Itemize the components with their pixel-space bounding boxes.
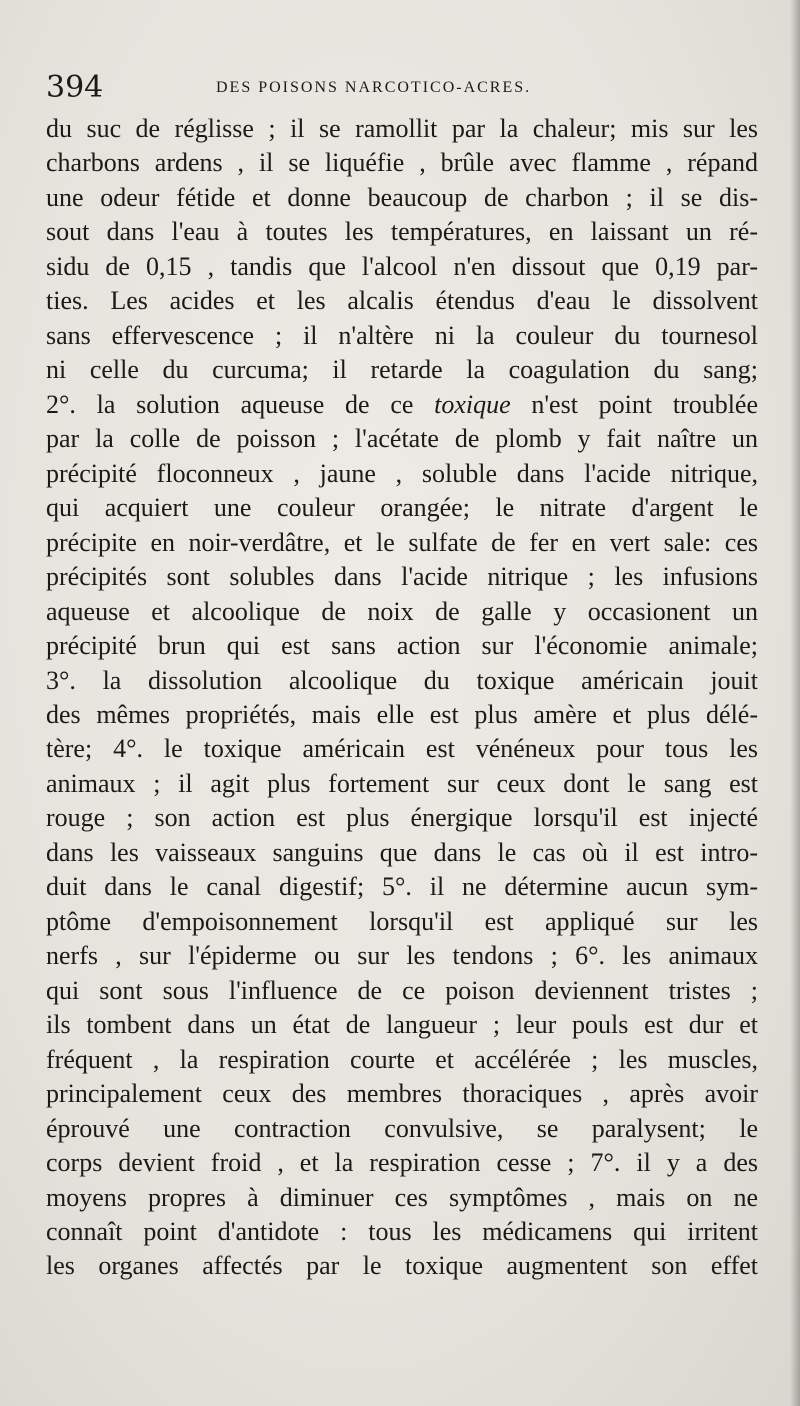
text-line: ties. Les acides et les alcalis étendus d'eau le dissolvent bbox=[46, 286, 758, 316]
text-line: dans les vaisseaux sanguins que dans le cas où il est intro- bbox=[46, 837, 758, 867]
text-line: des mêmes propriétés, mais elle est plus amère et plus délé- bbox=[46, 699, 758, 729]
text-line: précipite en noir-verdâtre, et le sulfate de fer en vert sale: ces bbox=[46, 527, 758, 557]
text-line: sout dans l'eau à toutes les températures, en laissant un ré- bbox=[46, 217, 758, 247]
text-line: rouge ; son action est plus énergique lorsqu'il est injecté bbox=[46, 803, 758, 833]
page-header bbox=[46, 68, 766, 108]
text-line: duit dans le canal digestif; 5°. il ne détermine aucun sym- bbox=[46, 872, 758, 902]
text-line: tère; 4°. le toxique américain est vénéneux pour tous les bbox=[46, 734, 758, 764]
text-line: du suc de réglisse ; il se ramollit par la chaleur; mis sur les bbox=[46, 114, 758, 143]
text-line: qui acquiert une couleur orangée; le nitrate d'argent le bbox=[46, 493, 758, 523]
text-line: par la colle de poisson ; l'acétate de plomb y fait naître un bbox=[46, 424, 758, 454]
text-line: principalement ceux des membres thoraciques , après avoir bbox=[46, 1079, 758, 1109]
body-text bbox=[46, 112, 758, 1284]
text-line: éprouvé une contraction convulsive, se paralysent; le bbox=[46, 1113, 758, 1143]
text-line: fréquent , la respiration courte et accélérée ; les muscles, bbox=[46, 1044, 758, 1074]
running-title: DES POISONS NARCOTICO-ACRES. bbox=[216, 79, 532, 96]
text-line: sidu de 0,15 , tandis que l'alcool n'en dissout que 0,19 par- bbox=[46, 251, 758, 281]
text-line: ni celle du curcuma; il retarde la coagulation du sang; bbox=[46, 355, 758, 385]
page-number: 394 bbox=[46, 70, 104, 105]
text-line: nerfs , sur l'épiderme ou sur les tendons ; 6°. les animaux bbox=[46, 941, 758, 971]
text-line: précipités sont solubles dans l'acide nitrique ; les infusions bbox=[46, 562, 758, 592]
text-line: aqueuse et alcoolique de noix de galle y occasionent un bbox=[46, 596, 758, 626]
text-line: ils tombent dans un état de langueur ; leur pouls est dur et bbox=[46, 1010, 758, 1040]
text-line: corps devient froid , et la respiration cesse ; 7°. il y a des bbox=[46, 1148, 758, 1178]
text-line: 3°. la dissolution alcoolique du toxique américain jouit bbox=[46, 665, 758, 695]
text-line: qui sont sous l'influence de ce poison deviennent tristes ; bbox=[46, 975, 758, 1005]
italic-word: toxique bbox=[434, 389, 511, 419]
text-line: ptôme d'empoisonnement lorsqu'il est appliqué sur les bbox=[46, 906, 758, 936]
text-line: 2°. la solution aqueuse de ce toxique n'est point troublée bbox=[46, 389, 758, 419]
text-line: précipité brun qui est sans action sur l'économie animale; bbox=[46, 631, 758, 661]
text-line: moyens propres à diminuer ces symptômes , mais on ne bbox=[46, 1182, 758, 1212]
text-line: charbons ardens , il se liquéfie , brûle avec flamme , répand bbox=[46, 148, 758, 178]
text-line: connaît point d'antidote : tous les médicamens qui irritent bbox=[46, 1217, 758, 1246]
text-line: précipité floconneux , jaune , soluble dans l'acide nitrique, bbox=[46, 458, 758, 488]
page-edge-shadow bbox=[790, 0, 800, 1406]
text-line: sans effervescence ; il n'altère ni la couleur du tournesol bbox=[46, 320, 758, 350]
text-line: animaux ; il agit plus fortement sur ceux dont le sang est bbox=[46, 768, 758, 798]
text-line: les organes affectés par le toxique augmentent son effet bbox=[46, 1251, 758, 1281]
text-line: une odeur fétide et donne beaucoup de charbon ; il se dis- bbox=[46, 182, 758, 212]
